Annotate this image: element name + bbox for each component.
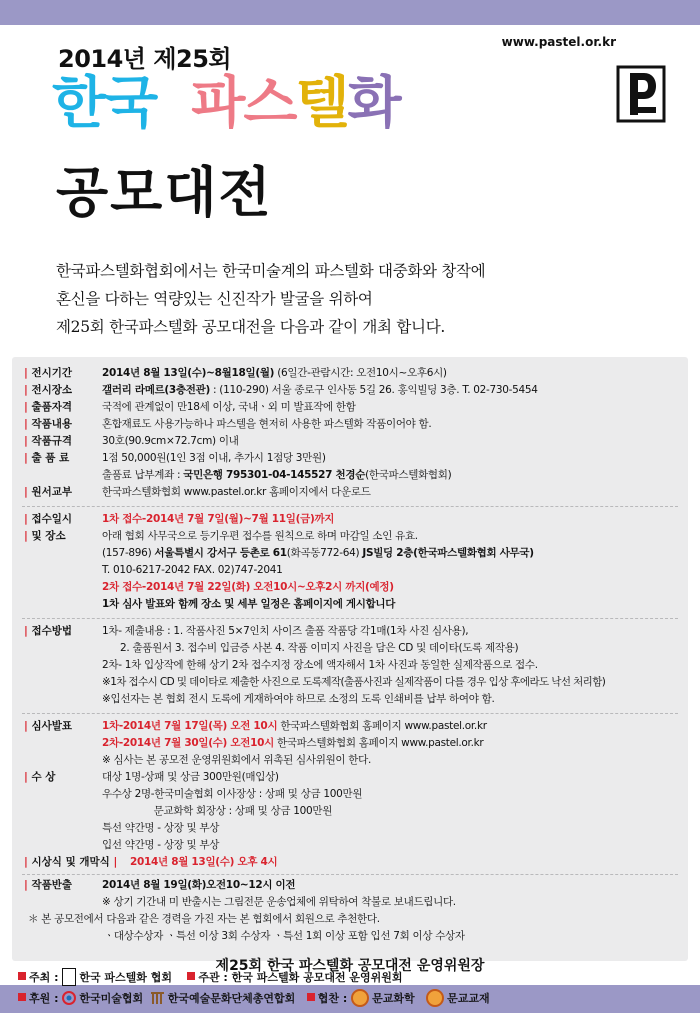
member-criteria: ㆍ대상수상자 ㆍ특선 이상 3회 수상자 ㆍ특선 1회 이상 포함 입선 7회 이상 수상자 bbox=[104, 930, 465, 942]
address: 서울특별시 강서구 등촌로 61 bbox=[154, 547, 287, 559]
info-panel bbox=[12, 357, 688, 974]
phone-fax: T. 010-6217-2042 FAX. 02)747-2041 bbox=[102, 564, 283, 576]
row-label: | 출 품 료 bbox=[24, 450, 114, 467]
main-title bbox=[52, 73, 400, 135]
row-label: | 접수방법 bbox=[24, 623, 114, 640]
award-line: 우수상 2명-한국미술협회 이사장상 : 상패 및 상금 100만원 bbox=[102, 788, 363, 800]
divider bbox=[22, 713, 678, 714]
row-label: | 수 상 bbox=[24, 769, 114, 786]
divider bbox=[22, 506, 678, 507]
member-note: ＊ 본 공모전에서 다음과 같은 경력을 가진 자는 본 협회에서 회원으로 추천한다. bbox=[28, 913, 380, 925]
return-value: 2014년 8월 19일(화)오전10~12시 이전 bbox=[102, 879, 296, 891]
website-url[interactable]: www.pastel.or.kr bbox=[501, 35, 616, 49]
committee-sign: 제25회 한국 파스텔화 공모대전 운영위원장 bbox=[215, 958, 485, 974]
row-label: | 시상식 및 개막식 | bbox=[24, 854, 114, 871]
poster bbox=[0, 25, 700, 985]
award-line: 문교화학 회장상 : 상패 및 상금 100만원 bbox=[102, 805, 333, 817]
title-char: 파 bbox=[191, 71, 244, 136]
bullet-icon bbox=[307, 993, 315, 1001]
row-label: | 출품자격 bbox=[24, 399, 114, 416]
row-value-extra: (6일간-관람시간: 오전10시~오후6시) bbox=[277, 367, 447, 379]
award-line: 대상 1명-상패 및 상금 300만원(매입상) bbox=[102, 771, 279, 783]
munkyo-materials-logo-icon bbox=[426, 989, 444, 1007]
title-char bbox=[156, 73, 191, 135]
intro-line: 한국파스텔화협회에서는 한국미술계의 파스텔화 대중화와 창작에 bbox=[56, 262, 486, 280]
method-line: 2차- 1차 입상작에 한해 상기 2차 접수지정 장소에 액자해서 1차 사진과 동일한 실제작품으로 접수. bbox=[102, 659, 538, 671]
row-label: | 작품내용 bbox=[24, 416, 114, 433]
row-value: 한국파스텔화협회 www.pastel.or.kr 홈페이지에서 다운로드 bbox=[102, 486, 371, 498]
host-label: 주최 : bbox=[29, 971, 59, 984]
method-line: ※1차 접수시 CD 및 데이타로 제출한 사진으로 도록제작(출품사진과 실제작품이 다를 경우 입상 후에라도 낙선 처리함) bbox=[102, 676, 606, 688]
organizer: 한국 파스텔화 공모대전 운영위원회 bbox=[231, 971, 403, 984]
title-char: 화 bbox=[347, 71, 400, 136]
method-line: ※입선자는 본 협회 전시 도록에 게재하여야 하므로 소정의 도록 인쇄비를 납부 하여야 함. bbox=[102, 693, 495, 705]
row-label: | 심사발표 bbox=[24, 718, 114, 735]
support-label: 후원 : bbox=[29, 992, 59, 1005]
award-line: 입선 약간명 - 상장 및 부상 bbox=[102, 839, 220, 851]
intro-text bbox=[56, 257, 485, 341]
row-label: | 전시기간 bbox=[24, 365, 114, 382]
row-value-extra: : (110-290) 서울 종로구 인사동 5길 26. 홍익빌딩 3층. T. 02-730-5454 bbox=[213, 384, 538, 396]
method-line: 2. 출품원서 3. 접수비 입금증 사본 4. 작품 이미지 사진을 담은 CD 및 데이타(도록 제작용) bbox=[120, 642, 519, 654]
coop-1: 문교화학 bbox=[372, 992, 415, 1005]
korean-fine-arts-logo-icon bbox=[62, 991, 76, 1005]
divider bbox=[22, 874, 678, 875]
submission-second: 2차 접수-2014년 7월 22일(화) 오전10시~오후2시 까지(예정) bbox=[102, 581, 394, 593]
organizer-label: 주관 : bbox=[198, 971, 228, 984]
row-value: 국적에 관계없이 만18세 이상, 국내ㆍ외 미 발표작에 한함 bbox=[102, 401, 356, 413]
divider bbox=[22, 618, 678, 619]
bullet-icon bbox=[18, 993, 26, 1001]
award-line: 특선 약간명 - 상장 및 부상 bbox=[102, 822, 220, 834]
sponsor-support-row bbox=[18, 989, 490, 1007]
row-label: | 전시장소 bbox=[24, 382, 114, 399]
sponsor-host-row bbox=[18, 968, 403, 986]
row-label: | 접수일시 bbox=[24, 511, 114, 528]
address-building: JS빌딩 2층(한국파스텔화협회 사무국) bbox=[362, 547, 534, 559]
row-value: 혼합재료도 사용가능하나 파스텔을 현저히 사용한 파스텔화 작품이어야 함. bbox=[102, 418, 432, 430]
title-char: 스 bbox=[243, 71, 296, 136]
method-line: 1차- 제출내용 : 1. 작품사진 5×7인치 사이즈 출품 작품당 각1매(1차 사진 심사용), bbox=[102, 625, 469, 637]
result-first-date: 1차-2014년 7월 17일(목) 오전 10시 bbox=[102, 720, 278, 732]
result-note: ※ 심사는 본 공모전 운영위원회에서 위촉된 심사위원이 한다. bbox=[102, 754, 372, 766]
row-label: | 작품규격 bbox=[24, 433, 114, 450]
coop-label: 협찬 : bbox=[317, 992, 348, 1005]
row-label: | 작품반출 bbox=[24, 877, 114, 894]
return-note: ※ 상기 기간내 미 반출시는 그림전문 운송업체에 위탁하여 착불로 보내드립니다. bbox=[102, 896, 456, 908]
row-value: 1점 50,000원(1인 3점 이내, 추가시 1점당 3만원) bbox=[102, 452, 326, 464]
row-label: | 및 장소 bbox=[24, 528, 114, 545]
row-label: | 원서교부 bbox=[24, 484, 114, 501]
pastel-logo-icon bbox=[616, 65, 666, 123]
intro-line: 혼신을 다하는 역량있는 신진작가 발굴을 위하여 bbox=[56, 290, 373, 308]
arts-federation-logo-icon bbox=[151, 991, 165, 1005]
opening-label: 시상식 및 개막식 bbox=[31, 856, 110, 868]
sub-title: 공모대전 bbox=[56, 161, 273, 224]
submission-notice: 1차 심사 발표와 함께 장소 및 세부 일정은 홈페이지에 게시합니다 bbox=[102, 598, 396, 610]
coop-2: 문교교재 bbox=[447, 992, 490, 1005]
year-line: 2014년 제25회 bbox=[58, 45, 232, 73]
submission-first: 1차 접수-2014년 7월 7일(월)~7월 11일(금)까지 bbox=[102, 513, 335, 525]
row-value: 출품료 납부계좌 : bbox=[102, 469, 181, 481]
submission-note: 아래 협회 사무국으로 등기우편 접수를 원칙으로 하며 마감일 소인 유효. bbox=[102, 530, 418, 542]
result-second-where: 한국파스텔화협회 홈페이지 www.pastel.or.kr bbox=[276, 737, 484, 749]
host: 한국 파스텔화 협회 bbox=[79, 971, 172, 984]
result-second-date: 2차-2014년 7월 30일(수) 오전10시 bbox=[102, 737, 274, 749]
intro-line: 제25회 한국파스텔화 공모대전을 다음과 같이 개최 합니다. bbox=[56, 318, 445, 336]
address-detail: (화곡동772-64) bbox=[286, 547, 360, 559]
row-value: 갤러리 라메르(3층전관) bbox=[102, 384, 210, 396]
support-2: 한국예술문화단체총연합회 bbox=[167, 992, 296, 1005]
opening-value: 2014년 8월 13일(수) 오후 4시 bbox=[130, 856, 278, 868]
title-char: 텔 bbox=[295, 71, 348, 136]
row-value: 30호(90.9cm×72.7cm) 이내 bbox=[102, 435, 239, 447]
account-number: 국민은행 795301-04-145527 천경순 bbox=[183, 469, 366, 481]
zip-code: (157-896) bbox=[102, 547, 152, 559]
result-first-where: 한국파스텔화협회 홈페이지 www.pastel.or.kr bbox=[280, 720, 487, 732]
bullet-icon bbox=[187, 972, 195, 980]
pastel-mini-logo-icon bbox=[62, 968, 76, 986]
support-1: 한국미술협회 bbox=[79, 992, 144, 1005]
munkyo-chemical-logo-icon bbox=[351, 989, 369, 1007]
row-value-extra: (한국파스텔화협회) bbox=[365, 469, 452, 481]
title-char: 국 bbox=[104, 71, 157, 136]
bullet-icon bbox=[18, 972, 26, 980]
title-char: 한 bbox=[52, 71, 105, 136]
row-value: 2014년 8월 13일(수)~8월18일(월) bbox=[102, 367, 275, 379]
